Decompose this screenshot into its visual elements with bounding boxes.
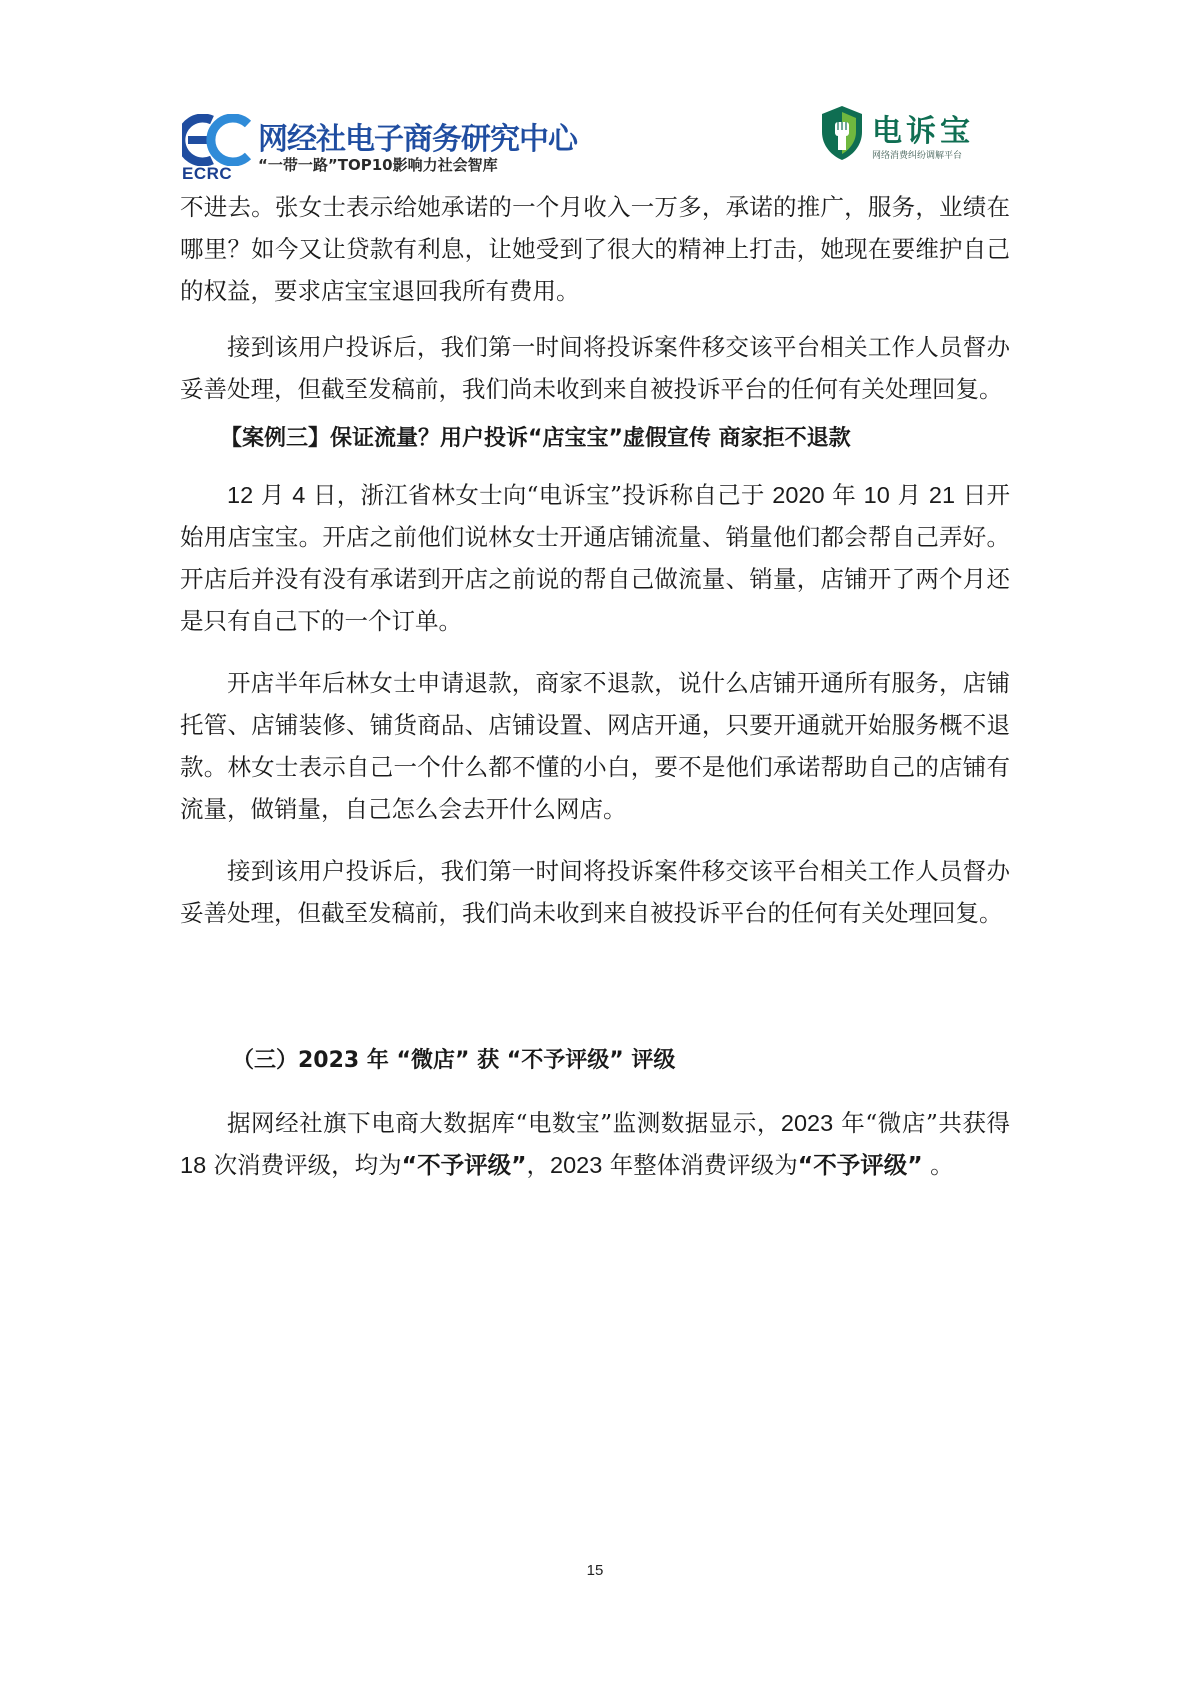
case-three-heading: 【案例三】保证流量？用户投诉“店宝宝”虚假宣传 商家拒不退款: [220, 426, 851, 451]
rating-highlight: “不予评级”: [797, 1151, 923, 1179]
text-run: 2023: [780, 1110, 834, 1136]
text-run: 4: [292, 482, 306, 508]
ecrc-name: 网经社电子商务研究中心: [258, 122, 577, 157]
paragraph-case-three-complaint: [180, 474, 1010, 642]
text-run: 12: [227, 482, 254, 508]
text-run: 年“微店”共获得: [833, 1109, 1010, 1137]
ecrc-slogan: “一带一路”TOP10影响力社会智库: [258, 156, 498, 174]
page-number: 15: [586, 1562, 604, 1579]
paragraph-forwarding-note-1: 接到该用户投诉后，我们第一时间将投诉案件移交该平台相关工作人员督办妥善处理，但截至发稿前，我们尚未收到来自被投诉平台的任何有关处理回复。: [180, 333, 1010, 403]
text-run: 月: [253, 481, 293, 509]
paragraph-continued: 不进去。张女士表示给她承诺的一个月收入一万多，承诺的推广，服务，业绩在哪里？如今又让贷款有利息，让她受到了很大的精神上打击，她现在要维护自己的权益，要求店宝宝退回我所有费用。: [180, 193, 1010, 305]
text-run: 日，浙江省林女士向“电诉宝”投诉称自己于: [305, 481, 773, 509]
document-body: [180, 186, 1010, 1186]
rating-highlight: “不予评级”: [401, 1151, 527, 1179]
text-run: 10: [863, 482, 890, 508]
text-run: 日开始用店宝宝。开店之前他们说林女士开通店铺流量、销量他们都会帮自己弄好。开店后并没有没有承诺到开店之前说的帮自己做流量、销量，店铺开了两个月还是只有自己下的一个订单。: [180, 481, 1010, 635]
page-header: [178, 100, 1014, 186]
dianshubao-subtitle: 网络消费纠纷调解平台: [872, 151, 963, 161]
ecrc-abbr: ECRC: [182, 164, 233, 183]
dianshubao-name: 电诉宝: [872, 114, 974, 149]
text-run: 月: [889, 481, 929, 509]
text-run: 18: [180, 1152, 207, 1178]
ecrc-logo: [178, 100, 577, 186]
dianshubao-logo: [818, 104, 1014, 166]
paragraph-rating-summary: [180, 1102, 1010, 1186]
shield-fist-icon: [818, 104, 866, 162]
text-run: 。: [922, 1151, 954, 1179]
text-run: 据网经社旗下电商大数据库“电数宝”监测数据显示，: [227, 1109, 781, 1137]
text-run: 2020: [772, 482, 825, 508]
text-run: 2023: [550, 1152, 603, 1178]
paragraph-refund-request: 开店半年后林女士申请退款，商家不退款，说什么店铺开通所有服务，店铺托管、店铺装修、铺货商品、店铺设置、网店开通，只要开通就开始服务概不退款。林女士表示自己一个什么都不懂的小白，要不是他们承诺帮助自己的店铺有流量，做销量，自己怎么会去开什么网店。: [180, 669, 1010, 823]
section-three-heading: （三）2023 年 “微店” 获 “不予评级” 评级: [232, 1048, 676, 1073]
text-run: 年整体消费评级为: [602, 1151, 798, 1179]
text-run: 次消费评级，均为: [206, 1151, 402, 1179]
text-run: ，: [526, 1151, 551, 1179]
ecrc-logo-icon: [182, 114, 252, 166]
text-run: 21: [928, 482, 956, 508]
paragraph-forwarding-note-2: 接到该用户投诉后，我们第一时间将投诉案件移交该平台相关工作人员督办妥善处理，但截至发稿前，我们尚未收到来自被投诉平台的任何有关处理回复。: [180, 857, 1010, 927]
text-run: 年: [824, 481, 864, 509]
